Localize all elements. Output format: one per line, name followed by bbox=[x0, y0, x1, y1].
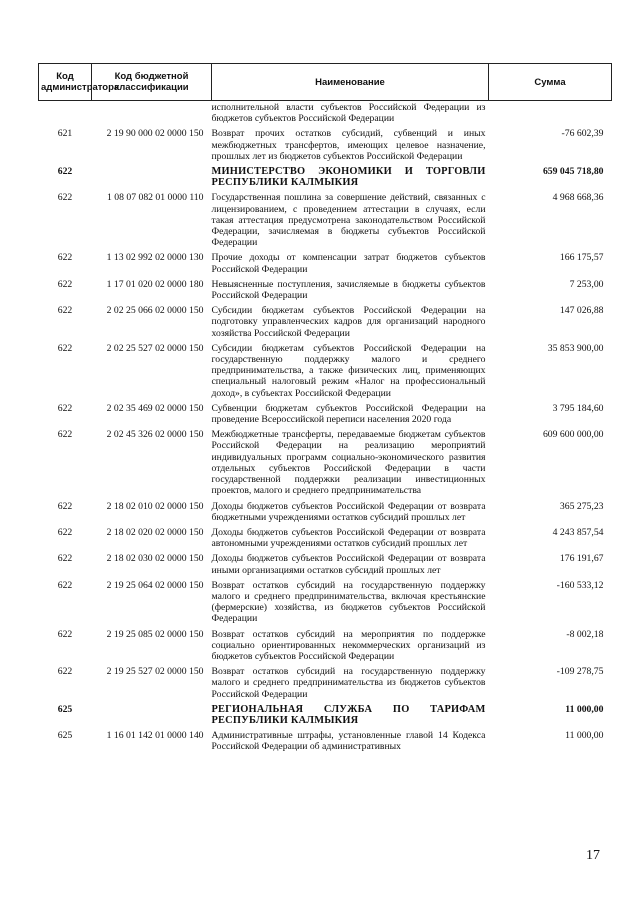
sum-cell bbox=[489, 101, 612, 128]
table-row bbox=[39, 342, 612, 402]
admin-code-cell: 622 bbox=[57, 628, 73, 640]
table-row bbox=[39, 428, 612, 499]
name-cell: Невыясненные поступления, зачисляемые в бюджеты субъектов Российской Федерации bbox=[211, 278, 486, 302]
name-cell: Возврат прочих остатков субсидий, субвенций и иных межбюджетных трансфертов, имеющих целевое назначение, прошлых лет из бюджетов субъектов Российской Федерации bbox=[211, 128, 486, 162]
sum-cell: 11 000,00 bbox=[565, 730, 604, 742]
name-cell: Доходы бюджетов субъектов Российской Федерации от возврата бюджетными учреждениями остатков субсидий прошлых лет bbox=[211, 500, 486, 523]
admin-code-cell: 622 bbox=[57, 252, 73, 264]
kbk-code-cell: 1 16 01 142 01 0000 140 bbox=[106, 730, 204, 742]
admin-code-cell: 622 bbox=[57, 278, 73, 290]
name-cell: Межбюджетные трансферты, передаваемые бюджетам субъектов Российской Федерации на реализацию мероприятий индивидуальных программ социально-экономического развития отдельных субъектов Российской Федерации в части государственной поддержки реализации инвестиционных проектов, малого и среднего предпринимательства bbox=[211, 429, 486, 497]
name-cell: Доходы бюджетов субъектов Российской Федерации от возврата иными организациями остатков субсидий прошлых лет bbox=[211, 553, 486, 576]
admin-code-cell: 622 bbox=[57, 553, 73, 565]
sum-cell: 147 026,88 bbox=[559, 305, 604, 317]
kbk-code-cell: 2 02 25 527 02 0000 150 bbox=[106, 342, 204, 354]
kbk-code-cell: 1 13 02 992 02 0000 130 bbox=[106, 252, 204, 264]
page-number: 17 bbox=[586, 848, 600, 863]
kbk-code-cell: 1 17 01 020 02 0000 180 bbox=[106, 278, 204, 290]
admin-code-cell: 622 bbox=[57, 305, 73, 317]
sum-cell: -8 002,18 bbox=[566, 628, 604, 640]
header-admin-code: Код администратора bbox=[39, 64, 92, 101]
table-row bbox=[39, 191, 612, 251]
table-body bbox=[39, 101, 612, 753]
name-cell: МИНИСТЕРСТВО ЭКОНОМИКИ И ТОРГОВЛИ РЕСПУБЛИКИ КАЛМЫКИЯ bbox=[211, 166, 486, 189]
table-row bbox=[39, 165, 612, 191]
table-row bbox=[39, 127, 612, 165]
sum-cell: 3 795 184,60 bbox=[552, 402, 604, 414]
table-row bbox=[39, 500, 612, 526]
header-kbk-code: Код бюджетной классификации bbox=[92, 64, 212, 101]
name-cell: исполнительной власти субъектов Российской Федерации из бюджетов субъектов Российской Федерации bbox=[211, 102, 486, 125]
admin-code-cell: 621 bbox=[57, 128, 73, 140]
header-name: Наименование bbox=[212, 64, 489, 101]
sum-cell: -160 533,12 bbox=[556, 579, 604, 591]
admin-code-cell: 622 bbox=[57, 500, 73, 512]
name-cell: Доходы бюджетов субъектов Российской Федерации от возврата автономными учреждениями остатков субсидий прошлых лет bbox=[211, 526, 486, 550]
kbk-code-cell: 2 02 25 066 02 0000 150 bbox=[106, 305, 204, 317]
name-cell: Возврат остатков субсидий на государственную поддержку малого и среднего предпринимательства из бюджетов субъектов Российской Федерации bbox=[211, 666, 486, 700]
table-row bbox=[39, 552, 612, 578]
kbk-code-cell: 2 18 02 020 02 0000 150 bbox=[106, 526, 204, 538]
kbk-code-cell: 2 19 25 064 02 0000 150 bbox=[106, 579, 204, 591]
table-row bbox=[39, 101, 612, 128]
kbk-code-cell bbox=[92, 165, 212, 191]
table-row bbox=[39, 304, 612, 342]
sum-cell: 365 275,23 bbox=[559, 500, 604, 512]
name-cell: Административные штрафы, установленные главой 14 Кодекса Российской Федерации об административных bbox=[211, 730, 486, 753]
kbk-code-cell bbox=[92, 101, 212, 128]
kbk-code-cell: 2 18 02 030 02 0000 150 bbox=[106, 553, 204, 565]
admin-code-cell: 625 bbox=[57, 703, 73, 715]
sum-cell: 176 191,67 bbox=[559, 553, 604, 565]
admin-code-cell bbox=[39, 101, 92, 128]
table-row bbox=[39, 703, 612, 729]
kbk-code-cell: 2 02 35 469 02 0000 150 bbox=[106, 402, 204, 414]
admin-code-cell: 622 bbox=[57, 166, 73, 178]
admin-code-cell: 622 bbox=[57, 192, 73, 204]
name-cell: Возврат остатков субсидий на государственную поддержку малого и среднего предпринимательства, включая крестьянские (фермерские) хозяйства, из бюджетов субъектов Российской Федерации bbox=[211, 579, 486, 625]
sum-cell: 4 243 857,54 bbox=[552, 526, 604, 538]
admin-code-cell: 622 bbox=[57, 429, 73, 441]
sum-cell: 659 045 718,80 bbox=[542, 166, 604, 178]
table-row bbox=[39, 402, 612, 428]
sum-cell: 609 600 000,00 bbox=[542, 429, 604, 441]
table-header-row bbox=[39, 64, 612, 101]
name-cell: Субсидии бюджетам субъектов Российской Федерации на государственную поддержку малого и среднего предпринимательства, а также физических лиц, применяющих специальный налоговый режим «Налог на профессиональный доход», в субъектах Российской Федерации bbox=[211, 342, 486, 399]
sum-cell: 11 000,00 bbox=[565, 703, 604, 715]
table-row bbox=[39, 579, 612, 628]
admin-code-cell: 622 bbox=[57, 579, 73, 591]
kbk-code-cell: 1 08 07 082 01 0000 110 bbox=[106, 192, 204, 204]
name-cell: Государственная пошлина за совершение действий, связанных с лицензированием, с проведением аттестации в случаях, если такая аттестация предусмотрена законодательством Российской Федерации, зачисляемая в бюджеты субъектов Российской Федерации bbox=[211, 192, 486, 249]
admin-code-cell: 622 bbox=[57, 666, 73, 678]
name-cell: Субсидии бюджетам субъектов Российской Федерации на подготовку управленческих кадров для организаций народного хозяйства Российской Федерации bbox=[211, 305, 486, 339]
table-row bbox=[39, 665, 612, 703]
sum-cell: -109 278,75 bbox=[556, 666, 604, 678]
kbk-code-cell: 2 19 90 000 02 0000 150 bbox=[106, 128, 204, 140]
admin-code-cell: 622 bbox=[57, 526, 73, 538]
name-cell: Прочие доходы от компенсации затрат бюджетов субъектов Российской Федерации bbox=[211, 252, 486, 275]
table-row bbox=[39, 628, 612, 666]
sum-cell: -76 602,39 bbox=[561, 128, 604, 140]
name-cell: Возврат остатков субсидий на мероприятия по поддержке социально ориентированных некоммерческих организаций из бюджетов субъектов Российской Федерации bbox=[211, 628, 486, 662]
table-row bbox=[39, 278, 612, 304]
kbk-code-cell: 2 02 45 326 02 0000 150 bbox=[106, 429, 204, 441]
table-row bbox=[39, 526, 612, 552]
budget-table bbox=[38, 63, 612, 753]
kbk-code-cell bbox=[92, 703, 212, 729]
kbk-code-cell: 2 19 25 527 02 0000 150 bbox=[106, 666, 204, 678]
table-row bbox=[39, 251, 612, 277]
name-cell: Субвенции бюджетам субъектов Российской Федерации на проведение Всероссийской переписи населения 2020 года bbox=[211, 402, 486, 426]
header-sum: Сумма bbox=[489, 64, 612, 101]
admin-code-cell: 622 bbox=[57, 342, 73, 354]
sum-cell: 7 253,00 bbox=[569, 278, 604, 290]
admin-code-cell: 625 bbox=[57, 730, 73, 742]
sum-cell: 35 853 900,00 bbox=[547, 342, 604, 354]
kbk-code-cell: 2 18 02 010 02 0000 150 bbox=[106, 500, 204, 512]
admin-code-cell: 622 bbox=[57, 402, 73, 414]
kbk-code-cell: 2 19 25 085 02 0000 150 bbox=[106, 628, 204, 640]
name-cell: РЕГИОНАЛЬНАЯ СЛУЖБА ПО ТАРИФАМ РЕСПУБЛИКИ КАЛМЫКИЯ bbox=[211, 703, 486, 726]
table-row bbox=[39, 729, 612, 752]
sum-cell: 4 968 668,36 bbox=[552, 192, 604, 204]
sum-cell: 166 175,57 bbox=[559, 252, 604, 264]
